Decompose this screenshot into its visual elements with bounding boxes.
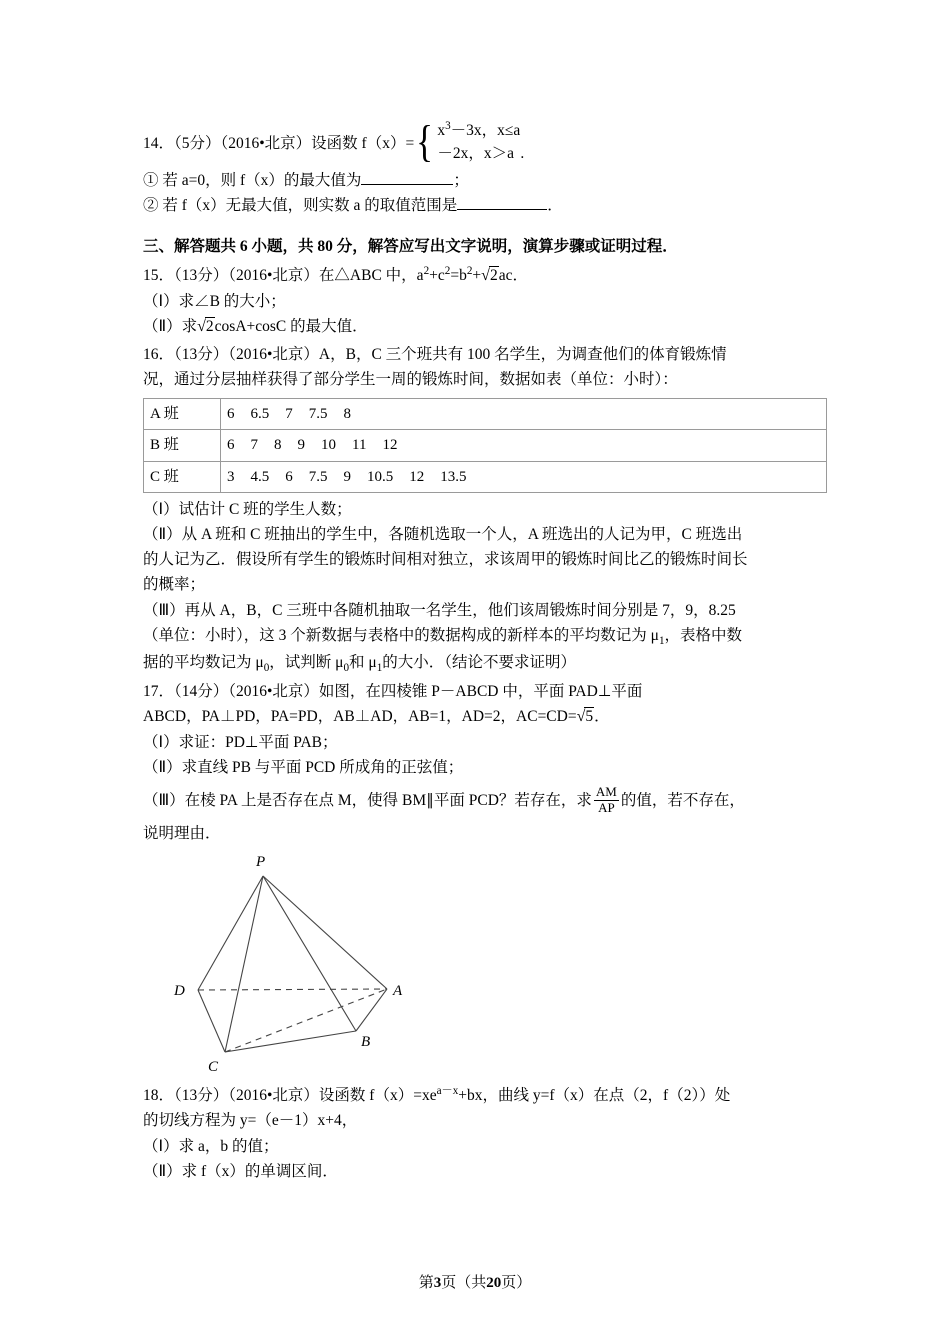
vertex-label-C: C xyxy=(208,1059,219,1076)
footer-prefix: 第 xyxy=(418,1275,434,1291)
question-14-sub2: ② 若 f（x）无最大值，则实数 a 的取值范围是 ． xyxy=(143,193,827,218)
question-18-sub2: （Ⅱ）求 f（x）的单调区间． xyxy=(143,1162,338,1180)
square-root: √2 xyxy=(197,318,214,336)
table-row-label: B 班 xyxy=(144,430,221,461)
table-row-values: 6 7 8 9 10 11 12 xyxy=(221,430,827,461)
subscript: 1 xyxy=(658,634,665,647)
table-row-label: A 班 xyxy=(144,399,221,430)
question-14-stem xyxy=(143,117,827,168)
footer-total-pages: 20 xyxy=(486,1275,502,1291)
question-18-sub1: （Ⅰ）求 a，b 的值； xyxy=(143,1137,279,1155)
brace-icon: { xyxy=(416,117,434,167)
exponent: a－x xyxy=(436,1085,459,1098)
question-15-sub2: （Ⅱ）求√2cosA+cosC 的最大值． xyxy=(143,314,827,340)
geometry-figure xyxy=(143,850,827,1080)
vertex-label-P: P xyxy=(256,854,266,871)
piecewise-function xyxy=(414,118,520,166)
exponent: 2 xyxy=(423,264,430,277)
question-18 xyxy=(143,1082,827,1184)
question-17 xyxy=(143,679,827,1080)
exercise-data-table xyxy=(143,398,827,493)
question-16-sub3-line1: （Ⅲ）再从 A，B，C 三班中各随机抽取一名学生，他们该周锻炼时间分别是 7，9，8.25 xyxy=(143,601,736,619)
question-17-line2: ABCD，PA⊥PD，PA=PD，AB⊥AD，AB=1，AD=2，AC=CD=√5． xyxy=(143,704,827,730)
question-16-line2: 况，通过分层抽样获得了部分学生一周的锻炼时间，数据如表（单位：小时）： xyxy=(143,371,678,389)
question-17-sub3: （Ⅲ）在棱 PA 上是否存在点 M，使得 BM∥平面 PCD？若存在，求 $\frac{AM}{AP}$ 的值，若不存在， xyxy=(143,784,745,816)
vertex-label-B: B xyxy=(361,1034,371,1051)
question-16-sub3-line3: 据的平均数记为 $\mu_0$，试判断 $\mu_0$和 $\mu_1$的大小．（结论不要求证明） xyxy=(143,653,577,674)
table-row xyxy=(144,461,827,492)
subscript: 1 xyxy=(376,661,383,674)
question-14-number: 14．（5分）（2016•北京）设函数 f（x）= xyxy=(143,135,415,153)
table-row xyxy=(144,399,827,430)
question-14 xyxy=(143,117,827,218)
square-root: √2 xyxy=(481,267,498,285)
question-15-stem: 15．（13分）（2016•北京）在△ABC 中，$a^2+c^2=b^2+√2ac$． xyxy=(143,262,827,289)
question-18-line1: 18．（13分）（2016•北京）设函数 $f(x)=xe^{a-x}+bx$，曲线 y=f（x）在点（2，f（2））处 xyxy=(143,1085,731,1105)
footer-page-number: 3 xyxy=(433,1275,442,1291)
exponent: 2 xyxy=(466,264,473,277)
question-16-sub2-line2: 的人记为乙．假设所有学生的锻炼时间相对独立，求该周甲的锻炼时间比乙的锻炼时间长 xyxy=(143,551,748,569)
question-14-period: . xyxy=(520,144,525,162)
exponent: 3 xyxy=(445,120,451,132)
question-17-sub1: （Ⅰ）求证：PD⊥平面 PAB； xyxy=(143,733,338,751)
footer-middle: 页（共 xyxy=(441,1275,487,1291)
question-16-sub2-line3: 的概率； xyxy=(143,576,206,594)
document-content xyxy=(143,117,827,1186)
question-16-line1: 16．（13分）（2016•北京）A，B，C 三个班共有 100 名学生，为调查他们的体育锻炼情 xyxy=(143,345,727,363)
question-14-sub1: ① 若 a=0，则 f（x）的最大值为 ； xyxy=(143,168,827,193)
question-17-sub2: （Ⅱ）求直线 PB 与平面 PCD 所成角的正弦值； xyxy=(143,759,464,777)
question-16-sub1: （Ⅰ）试估计 C 班的学生人数； xyxy=(143,501,352,519)
subscript: 0 xyxy=(263,661,270,674)
subscript: 0 xyxy=(343,661,350,674)
answer-blank[interactable] xyxy=(457,194,547,210)
section-heading-3: 三、解答题共 6 小题，共 80 分，解答应写出文字说明，演算步骤或证明过程． xyxy=(143,237,678,255)
square-root: √5 xyxy=(576,708,594,726)
exponent: 2 xyxy=(444,264,451,277)
page-footer xyxy=(0,1271,950,1292)
table-row-values: 6 6.5 7 7.5 8 xyxy=(221,399,827,430)
question-15 xyxy=(143,262,827,340)
question-18-line2: 的切线方程为 y=（e－1）x+4， xyxy=(143,1112,358,1130)
question-17-sub4: 说明理由． xyxy=(143,825,221,843)
vertex-label-D: D xyxy=(174,983,185,1000)
answer-blank[interactable] xyxy=(361,169,453,185)
question-15-sub1: （Ⅰ）求∠B 的大小； xyxy=(143,292,286,310)
table-row xyxy=(144,430,827,461)
footer-suffix: 页） xyxy=(501,1275,532,1291)
question-16-sub3-line2: （单位：小时），这 3 个新数据与表格中的数据构成的新样本的平均数记为 $\mu_1$，表格中数 xyxy=(143,626,743,647)
table-row-label: C 班 xyxy=(144,461,221,492)
piecewise-line-2: －2x，x＞a xyxy=(437,145,514,163)
pyramid-diagram xyxy=(143,850,827,1080)
question-16 xyxy=(143,342,827,677)
question-16-sub2-line1: （Ⅱ）从 A 班和 C 班抽出的学生中，各随机选取一个人，A 班选出的人记为甲，C 班选出 xyxy=(143,526,743,544)
vertex-label-A: A xyxy=(393,983,403,1000)
piecewise-line-1: $x^3-3x$，x≤a xyxy=(437,120,521,140)
fraction: $\frac{AM}{AP}$ xyxy=(595,784,617,816)
question-17-line1: 17．（14分）（2016•北京）如图，在四棱锥 P－ABCD 中，平面 PAD⊥平面 xyxy=(143,682,643,700)
table-row-values: 3 4.5 6 7.5 9 10.5 12 13.5 xyxy=(221,461,827,492)
